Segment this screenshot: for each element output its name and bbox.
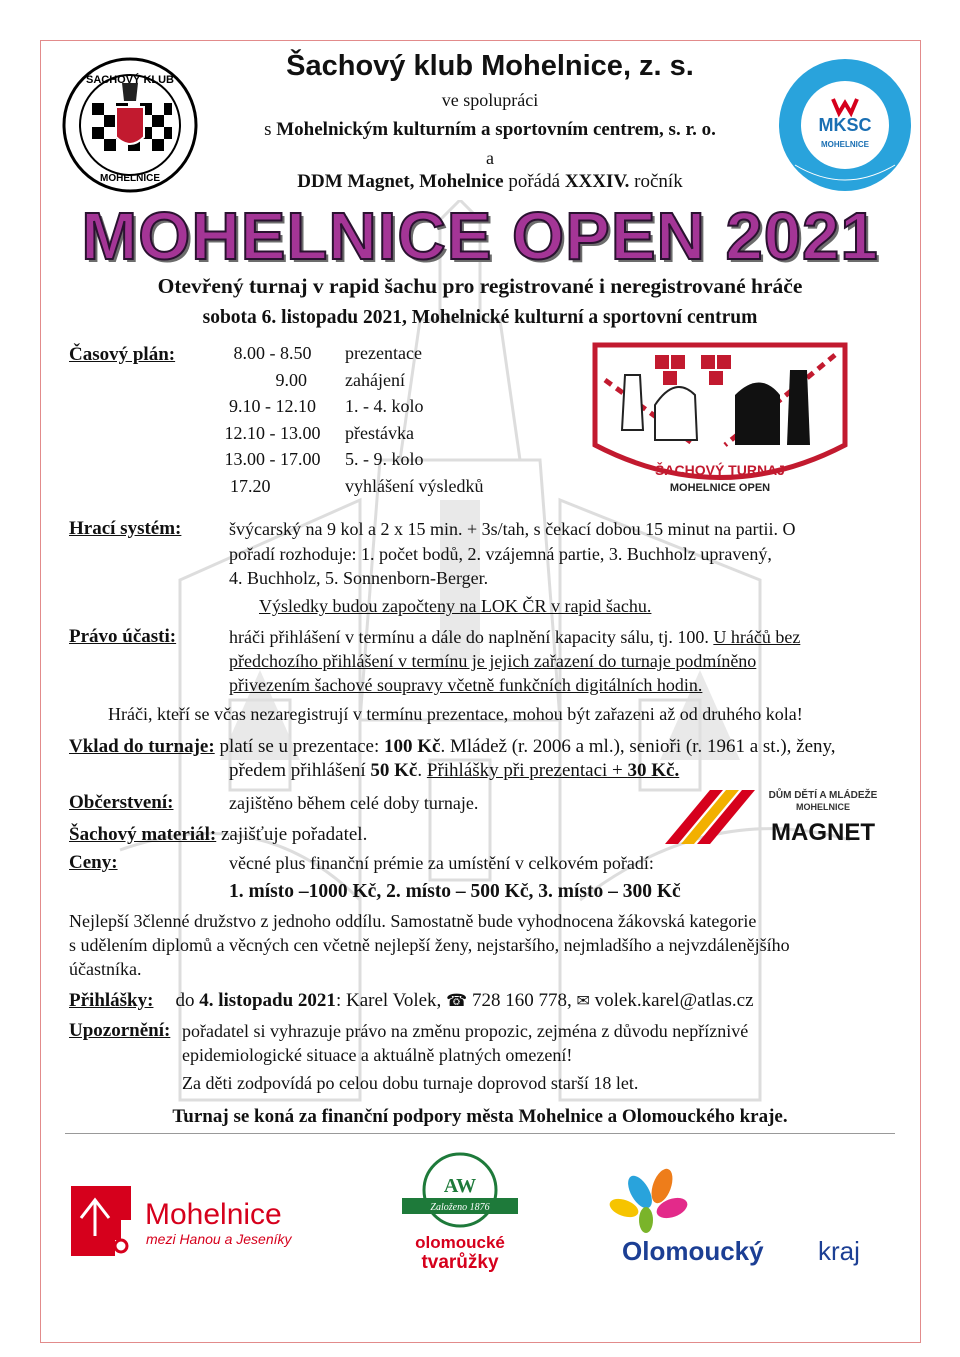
schedule-label: Časový plán: [69, 344, 176, 365]
notice-label: Upozornění: [69, 1020, 171, 1041]
mksc-logo-sub: MOHELNICE [821, 140, 869, 149]
system-note: Výsledky budou započteny na LOK ČR v rapid šachu. [259, 596, 652, 616]
eligibility-text-b2: předchozího přihlášení v termínu je jejich zařazení do turnaje podmíněno [229, 651, 757, 671]
fee-text1: platí se u prezentace: [214, 736, 385, 757]
edition: XXXIV. [564, 171, 630, 192]
system-text3: 4. Buchholz, 5. Sonnenborn-Berger. [229, 568, 489, 588]
fee-line1 [69, 735, 929, 759]
notice-text1: pořadatel si vyhrazuje právo na změnu propozic, zejména z důvodu nepříznivé [182, 1021, 749, 1041]
olomoucke-tvaruzky-logo [390, 1150, 530, 1275]
fee-label: Vklad do turnaje: [69, 736, 215, 757]
mohelnice-logo-name: Mohelnice [145, 1198, 282, 1231]
and-text: a [486, 148, 494, 168]
ddm-magnet-logo [665, 782, 890, 847]
schedule-row [200, 420, 483, 447]
schedule-row [200, 367, 483, 394]
magnet-top1: DŮM DĚTÍ A MLÁDEŽE [768, 790, 878, 801]
mksc-logo-text: MKSC [818, 115, 872, 135]
date-line: sobota 6. listopadu 2021, Mohelnické kulturní a sportovní centrum [202, 307, 758, 328]
schedule-row [200, 473, 483, 500]
schedule-event: přestávka [345, 422, 414, 443]
partner2-post: ročník [629, 171, 683, 192]
support-line: Turnaj se koná za finanční podpory města Mohelnice a Olomouckého kraje. [172, 1106, 788, 1127]
phone-icon: ☎ [446, 991, 468, 1011]
aw-letters: AW [443, 1175, 477, 1197]
cooperation-text: ve spolupráci [441, 90, 539, 110]
registration-phone: 728 160 778, [472, 990, 572, 1011]
emblem-line1: ŠACHOVÝ TURNAJ [655, 462, 785, 478]
fee-reduced: 50 Kč [370, 760, 418, 781]
schedule-event: 5. - 9. kolo [345, 449, 424, 469]
mohelnice-logo-sub: mezi Hanou a Jeseníky [146, 1231, 292, 1247]
registration-label: Přihlášky: [69, 990, 154, 1011]
registration-text2: : Karel Volek, [335, 990, 447, 1011]
material-line [69, 823, 367, 847]
prizes-extra2: s udělením diplomů a věcných cen včetně nejlepší ženy, nejstaršího, nejmladšího a nejvzdálenějšího [69, 935, 790, 955]
fee-text2: . Mládež (r. 2006 a ml.), senioři (r. 1961 a st.), ženy, [440, 736, 836, 757]
schedule-event: 1. - 4. kolo [345, 396, 424, 416]
schedule-time: 13.00 - 17.00 [224, 449, 321, 469]
fee-text3: předem přihlášení [229, 760, 371, 781]
prizes-extra3: účastníka. [69, 959, 142, 979]
fee-late-text: Přihlášky při prezentaci + [426, 760, 628, 781]
system-text1: švýcarský na 9 kol a 2 x 15 min. + 3s/tah, s čekací dobou 15 minut na partii. O [229, 519, 796, 539]
partner2-line [190, 170, 790, 194]
envelope-icon: ✉ [576, 991, 590, 1010]
tvaruzky-line2: tvarůžky [421, 1252, 499, 1273]
club-name: Šachový klub Mohelnice, z. s. [286, 50, 694, 82]
eligibility-late-note: Hráči, kteří se včas nezaregistrují v termínu prezentace, mohou být zařazeni až od druhého kola! [108, 704, 803, 724]
prizes-text: věcné plus finanční prémie za umístění v celkovém pořadí: [229, 853, 654, 873]
schedule-table [200, 340, 483, 499]
notice-text2: epidemiologické situace a aktuálně platných omezení! [182, 1045, 573, 1065]
tournament-subtitle: Otevřený turnaj v rapid šachu pro registrované i neregistrované hráče [157, 274, 803, 298]
eligibility-text-b1: U hráčů bez [713, 627, 801, 647]
partner2-name: DDM Magnet, Mohelnice [297, 171, 504, 192]
registration-deadline: 4. listopadu 2021 [199, 990, 336, 1011]
aw-since: Založeno 1876 [430, 1202, 490, 1213]
eligibility-line1 [229, 625, 919, 649]
magnet-name: MAGNET [771, 819, 875, 846]
schedule-event: prezentace [345, 343, 422, 363]
kraj-suffix: kraj [818, 1236, 860, 1266]
schedule-time: 9.00 [275, 369, 307, 390]
registration-line [69, 989, 929, 1013]
schedule-event: zahájení [345, 369, 405, 390]
club-logo-bottom-text: MOHELNICE [100, 173, 160, 184]
refresh-label: Občerstvení: [69, 792, 174, 813]
mksc-logo [775, 55, 915, 195]
mohelnice-city-logo [65, 1180, 335, 1270]
registration-text1: do [175, 990, 200, 1011]
tvaruzky-line1: olomoucké [415, 1233, 505, 1252]
system-text2: pořadí rozhoduje: 1. počet bodů, 2. vzájemná partie, 3. Buchholz upravený, [229, 544, 772, 564]
kraj-name: Olomoucký [622, 1236, 764, 1266]
schedule-time: 9.10 - 12.10 [229, 396, 316, 416]
partner1-name: Mohelnickým kulturním a sportovním centrem, s. r. o. [276, 119, 716, 140]
schedule-time: 12.10 - 13.00 [224, 422, 321, 443]
schedule-row [200, 446, 483, 473]
emblem-line2: MOHELNICE OPEN [669, 482, 771, 494]
schedule-event: vyhlášení výsledků [345, 475, 484, 496]
chess-club-logo [60, 55, 200, 195]
notice-text3: Za děti zodpovídá po celou dobu turnaje doprovod starší 18 let. [182, 1073, 639, 1093]
eligibility-text-a: hráči přihlášení v termínu a dále do naplnění kapacity sálu, tj. 100. [229, 627, 714, 647]
footer-divider [65, 1133, 895, 1134]
schedule-row [200, 393, 483, 420]
fee-line2 [229, 759, 679, 783]
fee-text4: . [417, 760, 427, 781]
eligibility-text-b3: přivezením šachové soupravy včetně funkčních digitálních hodin. [229, 675, 703, 695]
prizes-label: Ceny: [69, 852, 118, 873]
eligibility-label: Právo účasti: [69, 626, 177, 647]
chess-tournament-emblem [585, 335, 855, 505]
schedule-time: 8.00 - 8.50 [233, 343, 312, 363]
olomoucky-kraj-logo [580, 1160, 880, 1270]
fee-late-amount: 30 Kč. [627, 760, 680, 781]
schedule-row [200, 340, 483, 367]
prizes-main: 1. místo –1000 Kč, 2. místo – 500 Kč, 3. místo – 300 Kč [229, 881, 681, 902]
material-label: Šachový materiál: [69, 824, 217, 845]
material-text: zajišťuje pořadatel. [216, 824, 368, 845]
partner2-mid: pořádá [503, 171, 565, 192]
magnet-top2: MOHELNICE [796, 802, 850, 812]
registration-email: volek.karel@atlas.cz [594, 990, 754, 1011]
tournament-title: MOHELNICE OPEN 2021 [81, 199, 879, 274]
club-logo-top-text: ŠACHOVÝ KLUB [85, 74, 175, 86]
partner1-line [190, 118, 790, 142]
schedule-time: 17.20 [230, 475, 271, 496]
prizes-extra1: Nejlepší 3členné družstvo z jednoho oddílu. Samostatně bude vyhodnocena žákovská kategorie [69, 911, 757, 931]
fee-full: 100 Kč [384, 736, 441, 757]
system-label: Hrací systém: [69, 518, 182, 539]
partner1-pre: s [264, 119, 277, 140]
refresh-text: zajištěno během celé doby turnaje. [229, 793, 479, 813]
